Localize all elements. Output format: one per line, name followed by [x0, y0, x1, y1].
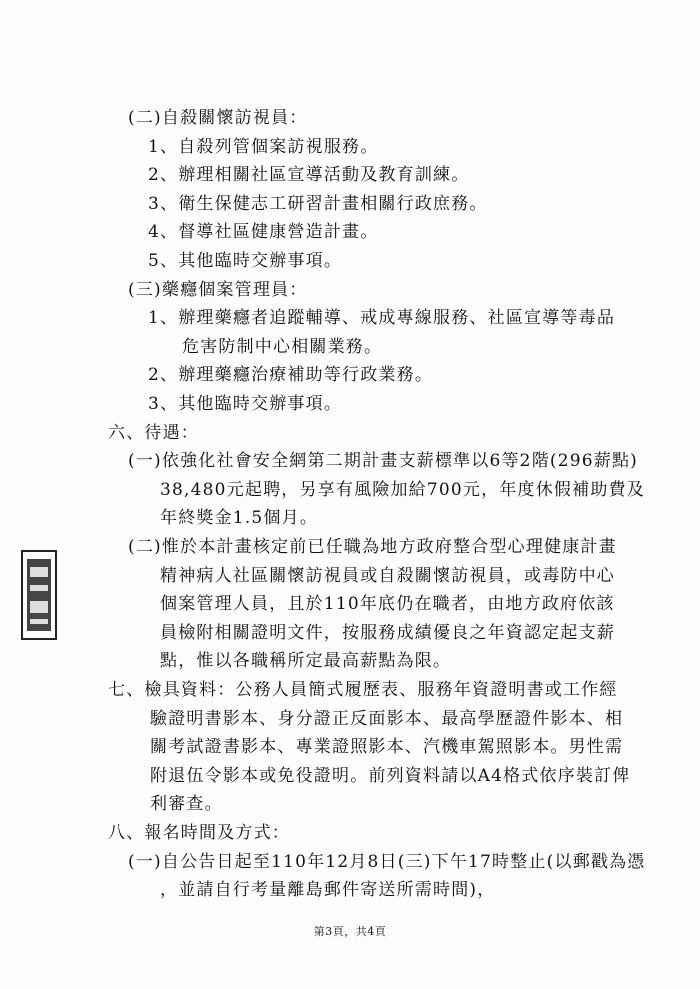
list-item: 1、自殺列管個案訪視服務。: [148, 136, 379, 157]
paragraph-line: 關考試證書影本、專業證照影本、汽機車駕照影本。男性需: [150, 737, 624, 758]
paragraph-line: 驗證明書影本、身分證正反面影本、最高學歷證件影本、相: [150, 708, 624, 729]
paragraph-line: 點，惟以各職稱所定最高薪點為限。: [160, 651, 452, 672]
list-item: 3、其他臨時交辦事項。: [148, 394, 343, 414]
list-item: 5、其他臨時交辦事項。: [148, 251, 343, 271]
list-item: 2、辦理藥癮治療補助等行政業務。: [148, 365, 434, 386]
paragraph-line: 個案管理人員，且於110年底仍在職者，由地方政府依該: [160, 594, 615, 615]
section-heading-suicide-visitor: (二)自殺關懷訪視員：: [128, 108, 308, 128]
paragraph-line: 員檢附相關證明文件，按服務成績優良之年資認定起支薪: [160, 622, 615, 643]
section-heading-compensation: 六、待遇：: [108, 422, 199, 443]
page-number: 第3頁，共4頁: [313, 925, 387, 938]
list-item: 2、辦理相關社區宣導活動及教育訓練。: [148, 165, 470, 186]
paragraph-line: 附退伍令影本或免役證明。前列資料請以A4格式依序裝訂俾: [150, 765, 631, 786]
paragraph-line: ，並請自行考量離島郵件寄送所需時間)，: [160, 880, 496, 901]
list-item-continuation: 危害防制中心相關業務。: [182, 336, 383, 357]
section-heading-documents: 七、檢具資料：公務人員簡式履歷表、服務年資證明書或工作經: [108, 680, 618, 700]
list-item: 1、辦理藥癮者追蹤輔導、戒成專線服務、社區宣導等毒品: [148, 308, 616, 329]
paragraph-line: (二)惟於本計畫核定前已任職為地方政府整合型心理健康計畫: [128, 537, 617, 557]
section-heading-drug-case-manager: (三)藥癮個案管理員：: [128, 279, 308, 300]
paragraph-line: 利審查。: [150, 794, 223, 815]
paragraph-line: (一)自公告日起至110年12月8日(三)下午17時整止(以郵戳為憑: [128, 851, 646, 872]
section-heading-registration: 八、報名時間及方式：: [108, 823, 290, 843]
partial-stamp-mark: [18, 545, 62, 645]
list-item: 3、衛生保健志工研習計畫相關行政庶務。: [148, 193, 488, 214]
paragraph-line: 年終獎金1.5個月。: [160, 508, 319, 529]
paragraph-line: (一)依強化社會安全網第二期計畫支薪標準以6等2階(296薪點): [128, 451, 639, 472]
list-item: 4、督導社區健康營造計畫。: [148, 222, 379, 243]
paragraph-line: 38,480元起聘，另享有風險加給700元，年度休假補助費及: [160, 479, 645, 500]
paragraph-line: 精神病人社區關懷訪視員或自殺關懷訪視員，或毒防中心: [160, 565, 615, 586]
